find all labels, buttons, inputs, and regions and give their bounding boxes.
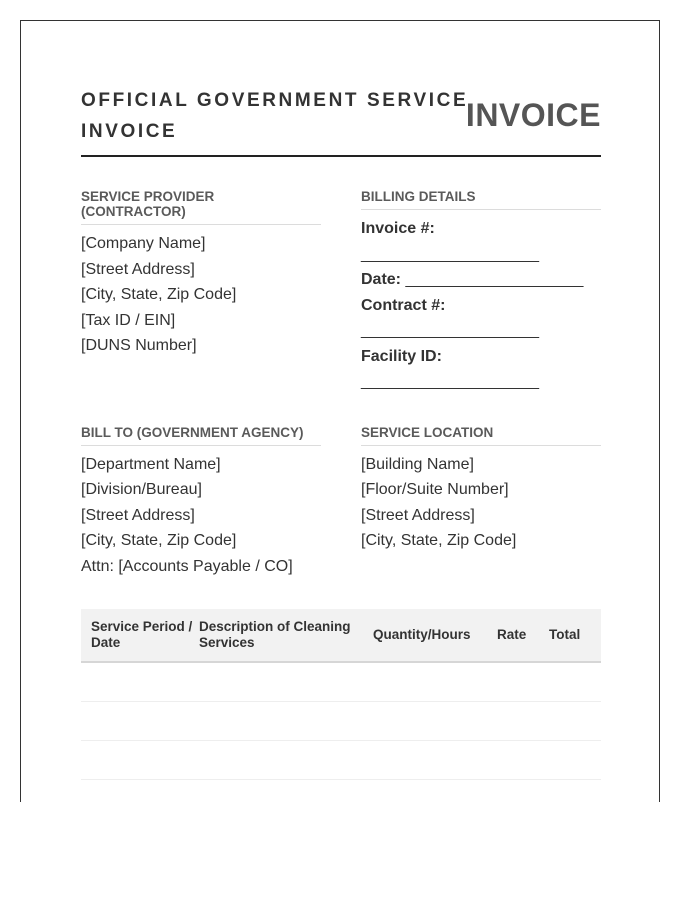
top-sections <box>81 189 601 395</box>
date-field[interactable]: ____________________ <box>405 271 584 288</box>
invoice-number-field[interactable]: ____________________ <box>361 245 539 263</box>
location-line: [Street Address] <box>361 506 475 524</box>
table-row[interactable] <box>81 663 601 702</box>
facility-id-label: Facility ID: <box>361 347 442 365</box>
bill-to-line: [City, State, Zip Code] <box>81 532 237 549</box>
location-line: [City, State, Zip Code] <box>361 532 517 549</box>
invoice-content <box>81 79 601 780</box>
invoice-label: INVOICE <box>465 97 601 133</box>
table-row[interactable] <box>81 702 601 741</box>
section-heading: SERVICE LOCATION <box>361 425 601 446</box>
column-header-service-period: Service Period / Date <box>91 619 193 650</box>
document-title: OFFICIAL GOVERNMENT SERVICE INVOICE <box>81 90 469 142</box>
invoice-sheet <box>20 20 660 802</box>
contract-number-field[interactable]: ____________________ <box>361 322 539 339</box>
provider-line: [City, State, Zip Code] <box>81 286 237 303</box>
facility-id-field[interactable]: ____________________ <box>361 373 539 390</box>
middle-sections <box>81 425 601 580</box>
section-heading: BILLING DETAILS <box>361 189 601 210</box>
bill-to-line: Attn: [Accounts Payable / CO] <box>81 557 293 575</box>
column-header-rate: Rate <box>497 627 527 642</box>
services-table <box>81 609 601 780</box>
invoice-number-label: Invoice #: <box>361 220 435 237</box>
bill-to-line: [Department Name] <box>81 455 221 473</box>
provider-line: [Tax ID / EIN] <box>81 311 176 329</box>
location-line: [Floor/Suite Number] <box>361 481 509 498</box>
column-header-description: Description of Cleaning Services <box>199 619 351 650</box>
bill-to-section <box>81 425 321 580</box>
provider-line: [Company Name] <box>81 235 206 252</box>
bill-to-line: [Division/Bureau] <box>81 481 202 498</box>
section-heading: BILL TO (GOVERNMENT AGENCY) <box>81 425 321 446</box>
invoice-header <box>81 79 601 157</box>
column-header-quantity: Quantity/Hours <box>373 627 471 642</box>
location-line: [Building Name] <box>361 455 474 473</box>
table-row[interactable] <box>81 741 601 780</box>
column-header-total: Total <box>549 627 581 642</box>
service-location-section <box>361 425 601 580</box>
contract-number-label: Contract #: <box>361 296 446 314</box>
table-header <box>81 609 601 663</box>
billing-details-section <box>361 189 601 395</box>
provider-line: [DUNS Number] <box>81 337 197 354</box>
section-heading: SERVICE PROVIDER (CONTRACTOR) <box>81 189 321 225</box>
service-provider-section <box>81 189 321 395</box>
bill-to-line: [Street Address] <box>81 506 195 524</box>
date-label: Date: <box>361 271 402 288</box>
provider-line: [Street Address] <box>81 260 195 278</box>
